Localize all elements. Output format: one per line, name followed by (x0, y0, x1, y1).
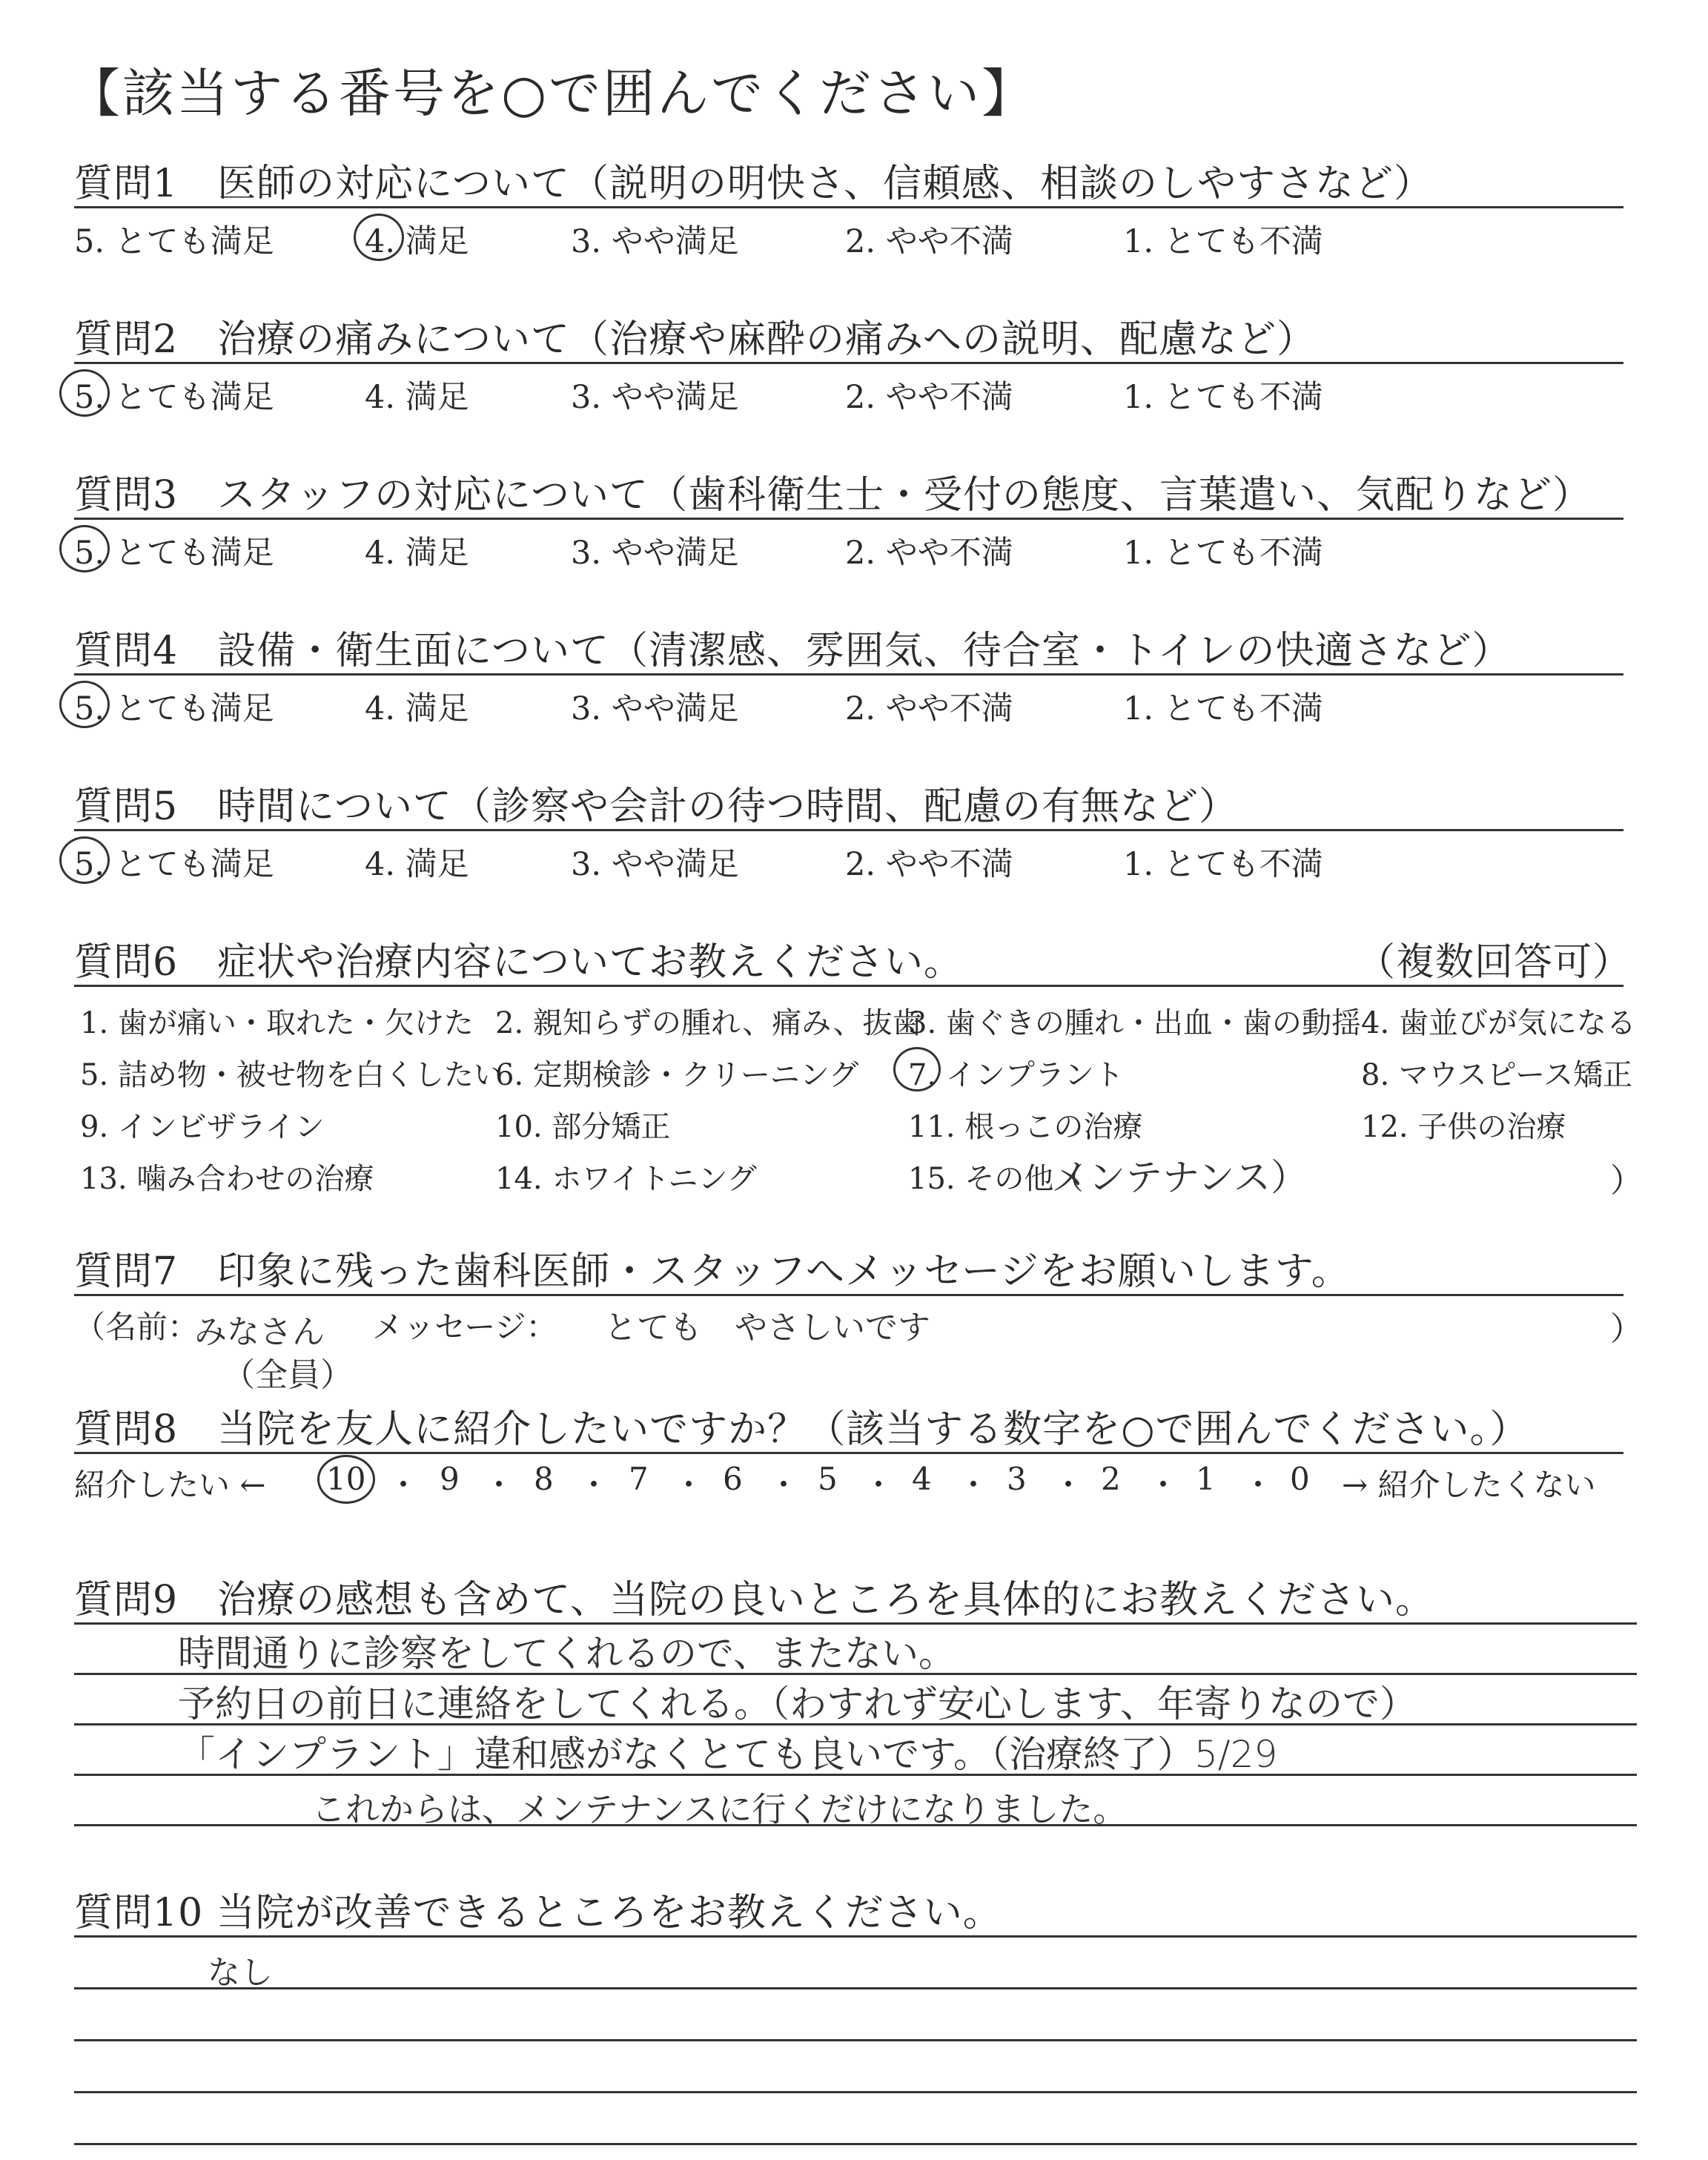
q6-title: 質問6 症状や治療内容についてお教えください。 (74, 940, 964, 985)
q8-separator: ・ (768, 1467, 800, 1503)
q10-answer-line-1[interactable]: なし (208, 1954, 273, 1992)
q2-rule (74, 362, 1623, 364)
q3-option-2[interactable]: 2. やや不満 (845, 535, 1013, 572)
q9-answer-line-4[interactable]: これからは、メンテナンスに行くだけになりました。 (311, 1789, 1128, 1829)
q5-title: 質問5 時間について（診察や会計の待つ時間、配慮の有無など） (74, 785, 1239, 829)
q1-option-1[interactable]: 1. とても不満 (1123, 223, 1323, 260)
q2-option-2[interactable]: 2. やや不満 (845, 379, 1013, 416)
q6-item-8[interactable]: 8. マウスピース矯正 (1361, 1058, 1633, 1092)
q3-rule (74, 518, 1623, 520)
q1-option-5[interactable]: 5. とても満足 (74, 223, 274, 260)
q5-option-1[interactable]: 1. とても不満 (1123, 846, 1323, 883)
q7-message-label: メッセージ： (372, 1309, 557, 1345)
q8-scale-2[interactable]: 2 (1101, 1461, 1121, 1497)
q8-scale-6[interactable]: 6 (723, 1461, 743, 1497)
q3-title: 質問3 スタッフの対応について（歯科衛生士・受付の態度、言葉遣い、気配りなど） (74, 473, 1592, 518)
q4-option-3[interactable]: 3. やや満足 (571, 690, 739, 727)
q3-option-3[interactable]: 3. やや満足 (571, 535, 739, 572)
q8-separator: ・ (388, 1467, 420, 1503)
q8-scale-10[interactable]: 10 (326, 1461, 366, 1497)
q7-title: 質問7 印象に残った歯科医師・スタッフへメッセージをお願いします。 (74, 1249, 1351, 1294)
q6-item-15[interactable]: 15. その他（ (908, 1162, 1084, 1196)
page-title: 【該当する番号を○で囲んでください】 (68, 63, 1036, 124)
q8-right-label: → 紹介したくない (1342, 1467, 1596, 1503)
q6-item-12[interactable]: 12. 子供の治療 (1361, 1110, 1566, 1144)
q1-option-4[interactable]: 4. 満足 (365, 223, 469, 260)
q3-option-5[interactable]: 5. とても満足 (74, 535, 274, 572)
q1-option-3[interactable]: 3. やや満足 (571, 223, 739, 260)
q10-rule-4 (74, 2143, 1637, 2145)
q6-item-13[interactable]: 13. 噛み合わせの治療 (80, 1162, 374, 1196)
q5-option-5[interactable]: 5. とても満足 (74, 846, 274, 883)
q2-option-1[interactable]: 1. とても不満 (1123, 379, 1323, 416)
q1-option-2[interactable]: 2. やや不満 (845, 223, 1013, 260)
q10-rule-0 (74, 1935, 1637, 1938)
q4-option-2[interactable]: 2. やや不満 (845, 690, 1013, 727)
q1-rule (74, 206, 1623, 208)
q8-title: 質問8 当院を友人に紹介したいですか？（該当する数字を○で囲んでください。） (74, 1407, 1529, 1452)
q4-title: 質問4 設備・衛生面について（清潔感、雰囲気、待合室・トイレの快適さなど） (74, 629, 1512, 673)
q4-option-1[interactable]: 1. とても不満 (1123, 690, 1323, 727)
q2-selected-circle (59, 369, 110, 417)
q1-selected-circle (354, 214, 404, 261)
q1-title: 質問1 医師の対応について（説明の明快さ、信頼感、相談のしやすさなど） (74, 162, 1433, 206)
q6-item-11[interactable]: 11. 根っこの治療 (908, 1110, 1143, 1144)
q8-separator: ・ (1053, 1467, 1085, 1503)
q6-item-1[interactable]: 1. 歯が痛い・取れた・欠けた (80, 1006, 474, 1040)
q6-item-10[interactable]: 10. 部分矯正 (495, 1110, 671, 1144)
q6-close-paren: ） (1610, 1162, 1643, 1200)
q2-option-5[interactable]: 5. とても満足 (74, 379, 274, 416)
q8-scale-3[interactable]: 3 (1007, 1461, 1027, 1497)
q8-separator: ・ (578, 1467, 610, 1503)
q6-item-5[interactable]: 5. 詰め物・被せ物を白くしたい (80, 1058, 503, 1092)
q6-other-text[interactable]: メンテナンス） (1051, 1156, 1308, 1199)
q8-selected-circle (317, 1455, 375, 1504)
q8-separator: ・ (673, 1467, 705, 1503)
q8-scale-9[interactable]: 9 (440, 1461, 460, 1497)
q7-message-value[interactable]: とても やさしいです (604, 1309, 930, 1347)
q3-option-1[interactable]: 1. とても不満 (1123, 535, 1323, 572)
q5-option-2[interactable]: 2. やや不満 (845, 846, 1013, 883)
q6-item-3[interactable]: 3. 歯ぐきの腫れ・出血・歯の動揺 (908, 1006, 1361, 1040)
q3-option-4[interactable]: 4. 満足 (365, 535, 469, 572)
q2-option-4[interactable]: 4. 満足 (365, 379, 469, 416)
q10-rule-1 (74, 1987, 1637, 1989)
q3-selected-circle (59, 525, 110, 572)
q8-scale-4[interactable]: 4 (912, 1461, 932, 1497)
q2-option-3[interactable]: 3. やや満足 (571, 379, 739, 416)
q7-name-value[interactable]: みなさん (194, 1313, 325, 1351)
q6-item-9[interactable]: 9. インビザライン (80, 1110, 325, 1144)
q10-title: 質問10 当院が改善できるところをお教えください。 (74, 1891, 1002, 1935)
q2-title: 質問2 治療の痛みについて（治療や麻酔の痛みへの説明、配慮など） (74, 317, 1317, 362)
q8-separator: ・ (483, 1467, 515, 1503)
q8-scale-0[interactable]: 0 (1290, 1461, 1310, 1497)
q10-rule-3 (74, 2091, 1637, 2093)
q5-option-4[interactable]: 4. 満足 (365, 846, 469, 883)
q5-selected-circle (59, 836, 110, 884)
q8-separator: ・ (958, 1467, 990, 1503)
q6-item-7[interactable]: 7. インプラント (908, 1058, 1124, 1092)
q6-note: （複数回答可） (1357, 940, 1632, 985)
q8-left-label: 紹介したい ← (74, 1467, 266, 1503)
q8-scale-5[interactable]: 5 (818, 1461, 838, 1497)
q5-rule (74, 829, 1623, 831)
q9-title: 質問9 治療の感想も含めて、当院の良いところを具体的にお教えください。 (74, 1578, 1435, 1622)
q6-item-6[interactable]: 6. 定期検診・クリーニング (495, 1058, 859, 1092)
q6-selected-circle (893, 1047, 941, 1091)
q8-scale-1[interactable]: 1 (1196, 1461, 1216, 1497)
q7-name-label: （名前： (74, 1309, 199, 1345)
q6-rule (74, 985, 1623, 987)
q9-answer-line-1[interactable]: 時間通りに診察をしてくれるので、またない。 (178, 1632, 956, 1675)
q4-selected-circle (59, 681, 110, 728)
q6-item-4[interactable]: 4. 歯並びが気になる (1361, 1006, 1636, 1040)
q4-option-4[interactable]: 4. 満足 (365, 690, 469, 727)
q9-answer-line-2[interactable]: 予約日の前日に連絡をしてくれる。（わすれず安心します、年寄りなので） (178, 1682, 1417, 1725)
q7-close-paren: ） (1610, 1310, 1643, 1348)
q4-rule (74, 673, 1623, 676)
q7-rule (74, 1294, 1623, 1296)
q8-separator: ・ (1148, 1467, 1179, 1503)
q8-scale-7[interactable]: 7 (629, 1461, 649, 1497)
q6-item-14[interactable]: 14. ホワイトニング (495, 1162, 757, 1196)
q6-item-2[interactable]: 2. 親知らずの腫れ、痛み、抜歯 (495, 1006, 922, 1040)
q7-name-value-2[interactable]: （全員） (222, 1356, 353, 1394)
q8-scale-8[interactable]: 8 (534, 1461, 554, 1497)
q5-option-3[interactable]: 3. やや満足 (571, 846, 739, 883)
q8-separator: ・ (863, 1467, 895, 1503)
q9-answer-line-3[interactable]: 「インプラント」違和感がなくとても良いです。（治療終了）5/29 (178, 1733, 1278, 1776)
q10-rule-2 (74, 2039, 1637, 2041)
q4-option-5[interactable]: 5. とても満足 (74, 690, 274, 727)
q8-separator: ・ (1242, 1467, 1274, 1503)
q8-rule (74, 1452, 1623, 1454)
